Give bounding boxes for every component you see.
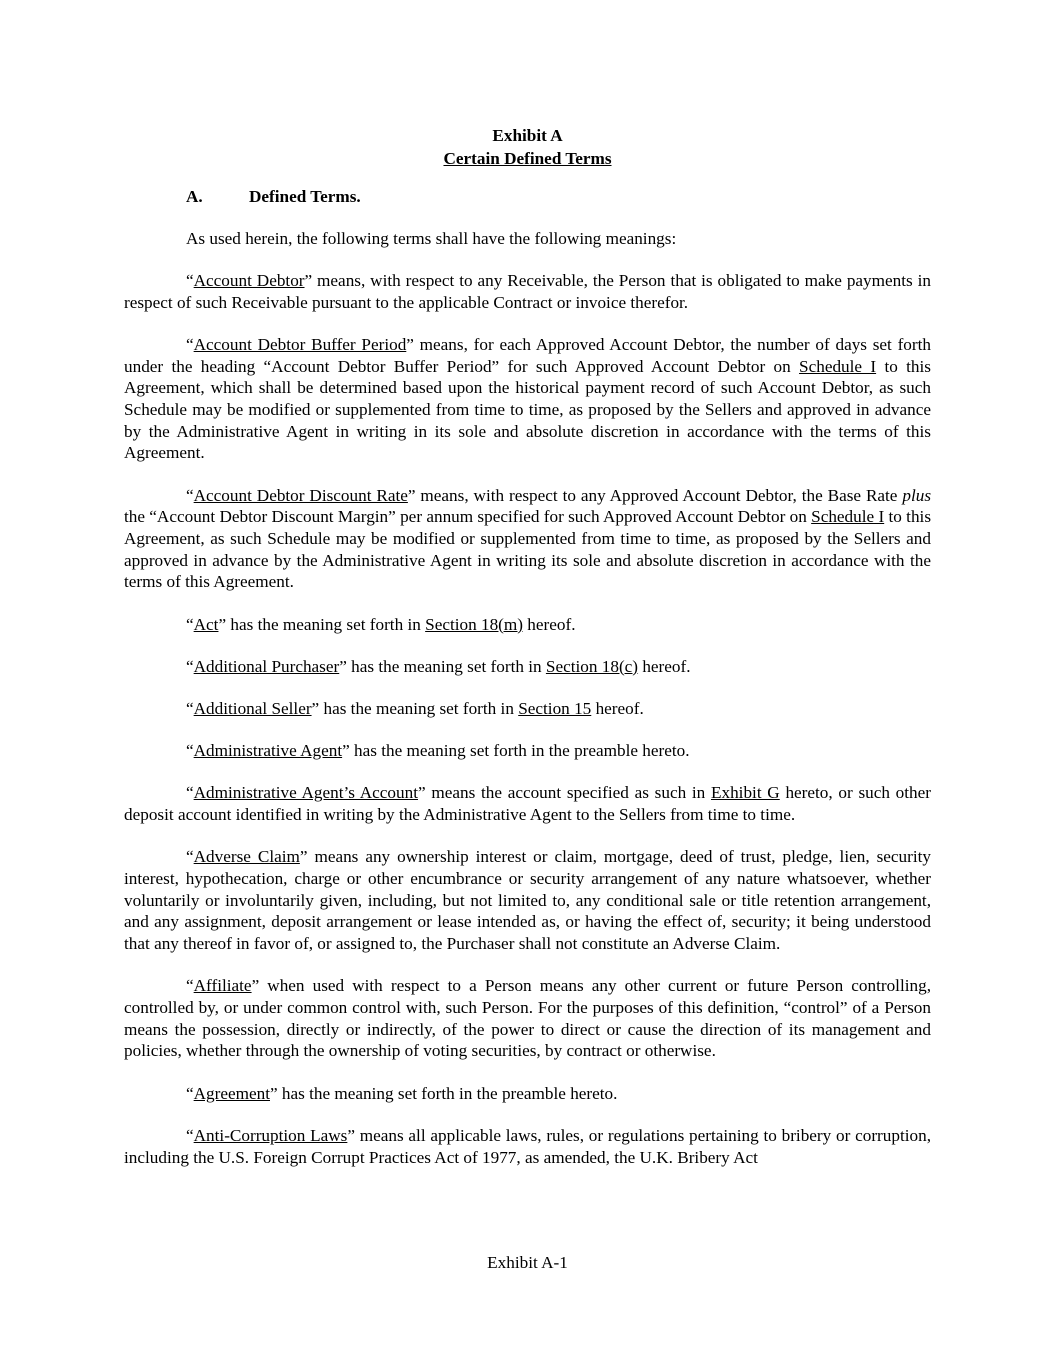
cross-reference: Section 18(m) <box>425 614 523 634</box>
open-quote: “ <box>186 783 194 803</box>
definition-account-debtor-buffer-period <box>124 334 931 464</box>
definition-text: ” means, with respect to any Receivable, the Person that is obligated to make payments in respect of such Receivable pursuant to the applicable Contract or invoice therefor. <box>124 270 931 312</box>
defined-term: Anti-Corruption Laws <box>193 1125 348 1145</box>
definition-additional-seller <box>124 698 931 720</box>
open-quote: “ <box>186 847 194 867</box>
definition-text: ” has the meaning set forth in <box>218 614 426 634</box>
definition-text: hereof. <box>523 614 576 634</box>
defined-term: Act <box>193 614 219 634</box>
definition-anti-corruption-laws <box>124 1125 931 1168</box>
definition-text: hereof. <box>638 656 691 676</box>
definition-act <box>124 614 931 636</box>
open-quote: “ <box>186 334 194 354</box>
open-quote: “ <box>186 1125 194 1145</box>
open-quote: “ <box>186 698 194 718</box>
open-quote: “ <box>186 976 194 996</box>
defined-term: Adverse Claim <box>193 847 300 867</box>
cross-reference: Section 18(c) <box>545 656 639 676</box>
definition-text: ” means, with respect to any Approved Account Debtor, the Base Rate <box>407 485 903 505</box>
exhibit-subtitle: Certain Defined Terms <box>443 149 612 168</box>
defined-term: Administrative Agent’s Account <box>193 783 418 803</box>
cross-reference: Schedule I <box>811 507 885 527</box>
definition-agreement <box>124 1083 931 1105</box>
definition-text: ” has the meaning set forth in the preamble hereto. <box>270 1083 618 1103</box>
intro-paragraph: As used herein, the following terms shall have the following meanings: <box>186 228 677 248</box>
open-quote: “ <box>186 1083 194 1103</box>
defined-term: Agreement <box>193 1083 270 1103</box>
definition-text: ” means the account specified as such in <box>418 783 711 803</box>
defined-term: Additional Seller <box>193 698 312 718</box>
page-footer: Exhibit A-1 <box>487 1253 568 1272</box>
definition-text: ” means, for each Approved Account Debtor, the number of days set forth under the heading “Account Debtor Buffer Period” for such Approved Account Debtor on <box>124 334 931 376</box>
defined-term: Account Debtor Discount Rate <box>193 485 408 505</box>
cross-reference: Section 15 <box>518 698 592 718</box>
open-quote: “ <box>186 270 194 290</box>
definition-text: the “Account Debtor Discount Margin” per annum specified for such Approved Account Debtor on <box>124 507 812 527</box>
defined-term: Additional Purchaser <box>193 656 340 676</box>
definition-text: to this Agreement, which shall be determined based upon the historical payment record of such Account Debtor, as such Schedule may be modified or supplemented from time to time, as proposed by the Sellers and approved in advance by the Administrative Agent in writing in its sole and absolute discretion in accordance with the terms of this Agreement. <box>124 356 931 463</box>
definition-adverse-claim <box>124 846 931 955</box>
exhibit-title: Exhibit A <box>492 126 563 145</box>
open-quote: “ <box>186 614 194 634</box>
defined-term: Affiliate <box>193 976 252 996</box>
definition-text: hereto, or such other deposit account identified in writing by the Administrative Agent to the Sellers from time to time. <box>124 783 931 825</box>
definition-text: ” has the meaning set forth in <box>311 698 519 718</box>
definition-text: ” when used with respect to a Person means any other current or future Person controlling, controlled by, or under common control with, such Person. For the purposes of this definition, “control” of a Person means the possession, directly or indirectly, of the power to direct or cause the direction of its management and policies, whether through the ownership of voting securities, by contract or otherwise. <box>124 976 931 1061</box>
defined-term: Administrative Agent <box>193 741 343 761</box>
section-number: A. <box>186 187 203 206</box>
defined-term: Account Debtor Buffer Period <box>193 334 407 354</box>
open-quote: “ <box>186 485 194 505</box>
definition-account-debtor-discount-rate <box>124 485 931 594</box>
definition-account-debtor <box>124 270 931 313</box>
italic-word: plus <box>902 485 932 505</box>
open-quote: “ <box>186 741 194 761</box>
definition-administrative-agents-account <box>124 782 931 825</box>
definition-text: ” means any ownership interest or claim, mortgage, deed of trust, pledge, lien, security interest, hypothecation, charge or other encumbrance or security arrangement of any nature whatsoever, whether voluntarily or involuntarily given, including, but not limited to, any conditional sale or title retention arrangement, and any assignment, deposit arrangement or lease intended as, or having the effect of, security; it being understood that any thereof in favor of, or assigned to, the Purchaser shall not constitute an Adverse Claim. <box>124 847 931 954</box>
definition-text: ” has the meaning set forth in the preamble hereto. <box>342 741 690 761</box>
definition-text: to this Agreement, as such Schedule may be modified or supplemented from time to time, as proposed by the Sellers and approved in advance by the Administrative Agent in writing its sole and absolute discretion in accordance with the terms of this Agreement. <box>124 507 932 592</box>
document-page <box>124 124 931 1168</box>
definition-text: ” means all applicable laws, rules, or regulations pertaining to bribery or corruption, including the U.S. Foreign Corrupt Practices Act of 1977, as amended, the U.K. Bribery Act <box>124 1125 931 1167</box>
definition-administrative-agent <box>124 740 931 762</box>
section-heading <box>124 186 931 208</box>
definition-text: hereof. <box>591 698 644 718</box>
cross-reference: Schedule I <box>799 356 877 376</box>
open-quote: “ <box>186 656 194 676</box>
definition-affiliate <box>124 975 931 1062</box>
definition-additional-purchaser <box>124 656 931 678</box>
section-title: Defined Terms. <box>249 187 361 206</box>
cross-reference: Exhibit G <box>710 783 780 803</box>
definition-text: ” has the meaning set forth in <box>339 656 546 676</box>
defined-term: Account Debtor <box>193 270 305 290</box>
